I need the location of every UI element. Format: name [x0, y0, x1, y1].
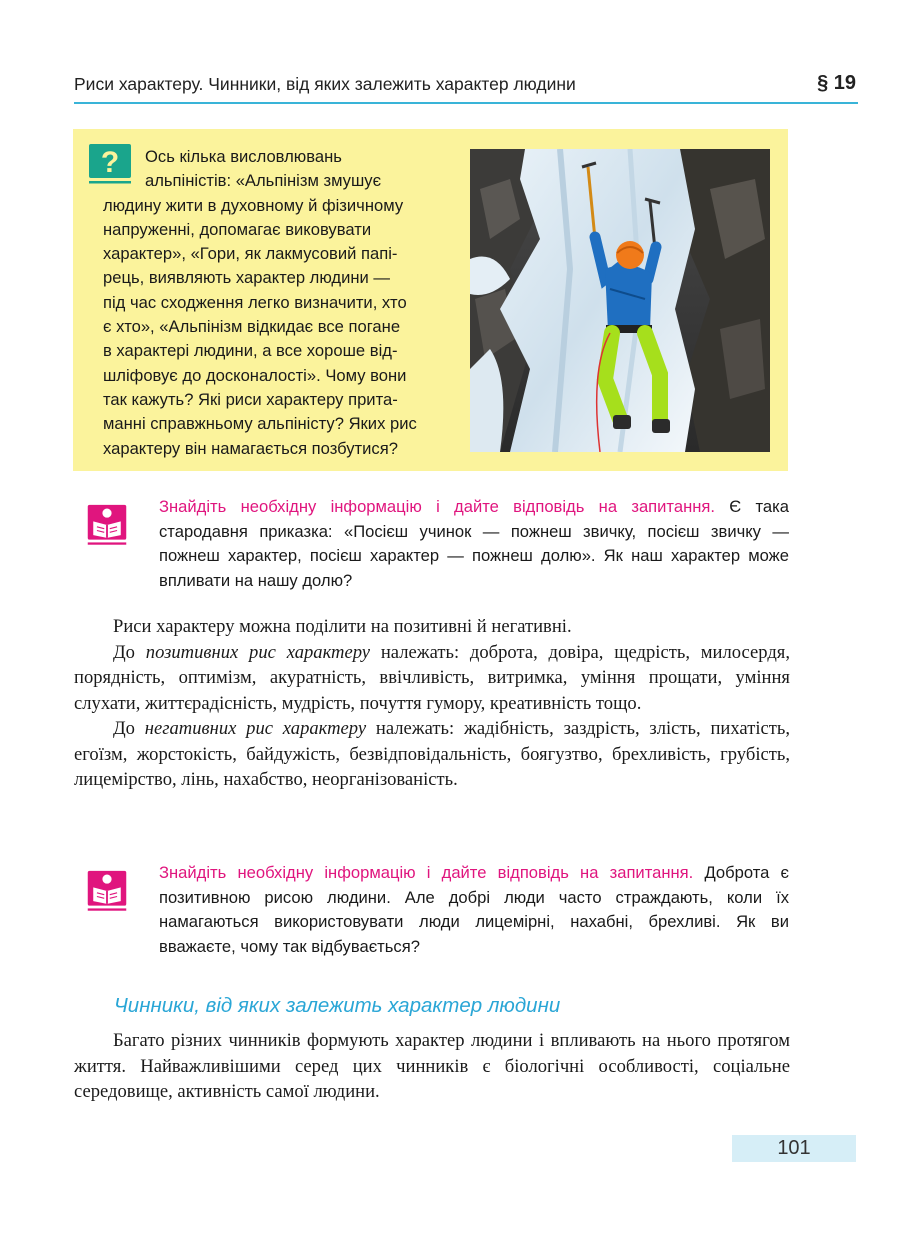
paragraph-2: До позитивних рис характеру належать: доброта, довіра, щедрість, милосердя, порядність, оптимізм, акуратність, ввічливість, витримка, уміння прощати, уміння слухати, життєрадісність, мудрість, почуття гумору, креативність тощо. — [74, 641, 790, 714]
task-text-2: Знайдіть необхідну інформацію і дайте відповідь на запитання. Доброта є позитивною рисою людини. Але добрі люди часто страждають, коли їх намагаються використовувати люди лицемірні, нахабні, брехливі. Як ви вважаєте, чому так відбувається? — [159, 863, 789, 956]
final-paragraph: Багато різних чинників формують характер людини і впливають на нього протягом життя. Найважливішими серед цих чинників є біологічні особливості, соціальне середовище, активність самої людини. — [74, 1030, 790, 1102]
task-heading-1: Знайдіть необхідну інформацію і дайте відповідь на запитання. — [159, 497, 715, 516]
body-paragraphs — [74, 614, 790, 793]
paragraph-3: До негативних рис характеру належать: жадібність, заздрість, злість, пихатість, егоїзм, жорстокість, байдужість, безвідповідальність, боягузтво, брехливість, грубість, лицемірство, лінь, нахабство, неорганізованість. — [74, 718, 790, 790]
question-box — [73, 129, 788, 471]
question-text: Ось кілька висловлювань альпіністів: «Альпінізм змушує людину жити в духовному й фізичному напруженні, допомагає виковувати характер», «Гори, як лакмусовий папі- рець, виявляють характер людини — під час сходження легко визначити, хто є хто», «Альпінізм відкидає все погане в характері людини, а все хороше від- шліфовує до досконалості». Чому вони так кажуть? Які риси характеру прита- манні справжньому альпіністу? Яких рис характеру він намагається позбутися? — [103, 147, 417, 458]
header-title: Риси характеру. Чинники, від яких залежить характер людини — [74, 74, 576, 94]
task-heading-2: Знайдіть необхідну інформацію і дайте відповідь на запитання. — [159, 863, 694, 882]
section-number: § 19 — [817, 72, 856, 94]
reading-book-icon — [84, 503, 130, 547]
paragraph-1: Риси характеру можна поділити на позитивні й негативні. — [113, 616, 572, 637]
page-number: 101 — [732, 1135, 856, 1162]
final-paragraph-block — [74, 1028, 790, 1105]
section-subheading: Чинники, від яких залежить характер людини — [114, 994, 561, 1017]
ice-climber-photo — [470, 149, 770, 452]
running-header — [74, 72, 858, 104]
reading-book-icon — [84, 869, 130, 913]
task-block-2 — [84, 861, 790, 971]
task-block-1 — [84, 495, 790, 605]
svg-text:?: ? — [100, 146, 120, 179]
task-text-1: Знайдіть необхідну інформацію і дайте відповідь на запитання. Є така стародавня приказка: «Посієш учинок — пожнеш звичку, посієш звичку — пожнеш характер, посієш характер — пожнеш долю». Як наш характер може впливати на нашу долю? — [159, 497, 789, 590]
